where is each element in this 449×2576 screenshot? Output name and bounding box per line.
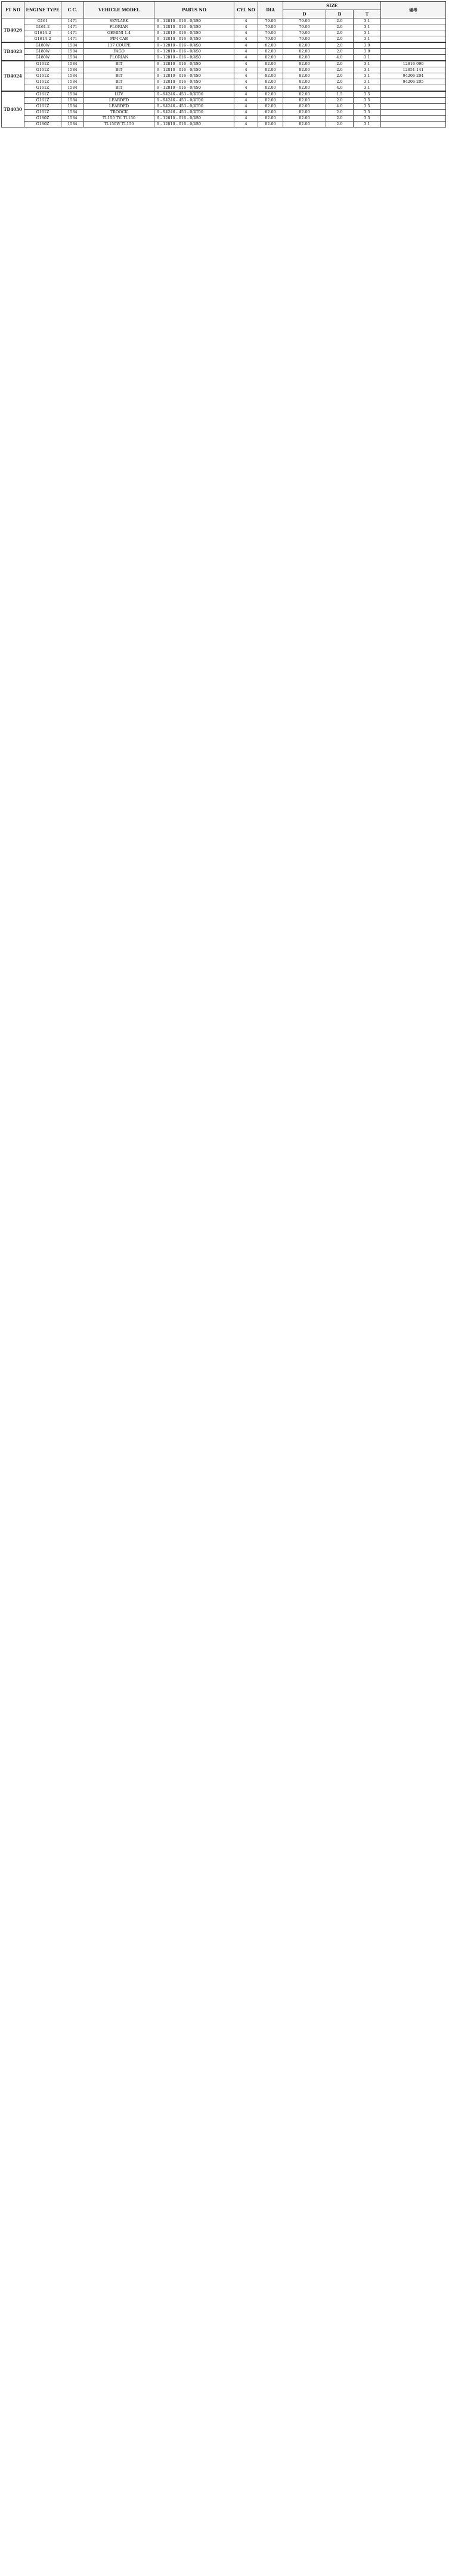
dia-cell: 82.00 bbox=[258, 110, 283, 116]
remark-cell: 94206-204 bbox=[381, 73, 446, 79]
table-row bbox=[2, 79, 446, 85]
engine-type-cell: G161Z bbox=[24, 110, 61, 116]
cc-cell: 1584 bbox=[61, 42, 84, 49]
table-row bbox=[2, 67, 446, 73]
engine-type-cell: G161-2 bbox=[24, 24, 61, 30]
size-d-cell: 79.00 bbox=[283, 24, 326, 30]
size-d-cell: 82.00 bbox=[283, 42, 326, 49]
size-b-cell: 2.0 bbox=[326, 110, 354, 116]
dia-cell: 82.00 bbox=[258, 42, 283, 49]
dia-cell: 82.00 bbox=[258, 91, 283, 98]
col-vehicle-model: VEHICLE MODEL bbox=[84, 2, 154, 18]
table-row bbox=[2, 36, 446, 43]
cyl-no-cell: 4 bbox=[234, 85, 258, 92]
cyl-no-cell: 4 bbox=[234, 36, 258, 43]
ft-no-cell: TD4026 bbox=[2, 18, 24, 43]
parts-no-cell: 9 - 12810 - 016 - 0/4S0 bbox=[154, 116, 234, 122]
remark-cell bbox=[381, 36, 446, 43]
cc-cell: 1584 bbox=[61, 91, 84, 98]
col-remark: 備考 bbox=[381, 2, 446, 18]
size-t-cell: 3.5 bbox=[354, 110, 381, 116]
parts-no-cell: 9 - 12810 - 016 - 0/4S0 bbox=[154, 36, 234, 43]
cc-cell: 1584 bbox=[61, 98, 84, 104]
remark-cell bbox=[381, 85, 446, 92]
size-t-cell: 3.1 bbox=[354, 61, 381, 67]
parts-table bbox=[1, 1, 446, 128]
remark-cell bbox=[381, 116, 446, 122]
table-row bbox=[2, 18, 446, 24]
cyl-no-cell: 4 bbox=[234, 98, 258, 104]
engine-type-cell: G161Z bbox=[24, 67, 61, 73]
size-t-cell: 3.1 bbox=[354, 36, 381, 43]
parts-no-cell: 9 - 12810 - 016 - 0/4S0 bbox=[154, 49, 234, 55]
vehicle-model-cell: LEARDED bbox=[84, 104, 154, 110]
col-size-d: D bbox=[283, 10, 326, 18]
remark-cell bbox=[381, 55, 446, 61]
parts-no-cell: 9 - 12810 - 016 - 0/4S0 bbox=[154, 61, 234, 67]
size-d-cell: 82.00 bbox=[283, 110, 326, 116]
col-parts-no: PARTS NO bbox=[154, 2, 234, 18]
ft-no-cell: TD4024 bbox=[2, 61, 24, 91]
cc-cell: 1584 bbox=[61, 110, 84, 116]
engine-type-cell: G180W bbox=[24, 49, 61, 55]
size-t-cell: 3.1 bbox=[354, 79, 381, 85]
parts-no-cell: 9 - 12810 - 016 - 0/4S0 bbox=[154, 85, 234, 92]
cyl-no-cell: 4 bbox=[234, 67, 258, 73]
parts-no-cell: 9 - 12810 - 016 - 0/4S0 bbox=[154, 18, 234, 24]
size-d-cell: 82.00 bbox=[283, 116, 326, 122]
size-t-cell: 3.5 bbox=[354, 116, 381, 122]
size-t-cell: 3.1 bbox=[354, 55, 381, 61]
size-t-cell: 3.1 bbox=[354, 67, 381, 73]
col-size-t: T bbox=[354, 10, 381, 18]
engine-type-cell: G161Z bbox=[24, 85, 61, 92]
col-ft-no: FT NO bbox=[2, 2, 24, 18]
cyl-no-cell: 4 bbox=[234, 104, 258, 110]
table-row bbox=[2, 24, 446, 30]
parts-no-cell: 9 - 12810 - 016 - 0/4S0 bbox=[154, 42, 234, 49]
vehicle-model-cell: BIT bbox=[84, 85, 154, 92]
table-row bbox=[2, 73, 446, 79]
size-b-cell: 2.0 bbox=[326, 67, 354, 73]
size-b-cell: 2.0 bbox=[326, 122, 354, 128]
parts-no-cell: 9 - 94246 - 453 - 0/4T00 bbox=[154, 110, 234, 116]
size-t-cell: 3.5 bbox=[354, 91, 381, 98]
parts-no-cell: 9 - 12810 - 016 - 0/4S0 bbox=[154, 55, 234, 61]
remark-cell bbox=[381, 91, 446, 98]
cc-cell: 1584 bbox=[61, 104, 84, 110]
size-t-cell: 3.1 bbox=[354, 85, 381, 92]
vehicle-model-cell: FLORIAN bbox=[84, 24, 154, 30]
col-cc: C.C. bbox=[61, 2, 84, 18]
size-b-cell: 1.5 bbox=[326, 91, 354, 98]
cyl-no-cell: 4 bbox=[234, 49, 258, 55]
engine-type-cell: G161Z bbox=[24, 61, 61, 67]
remark-cell bbox=[381, 98, 446, 104]
dia-cell: 82.00 bbox=[258, 67, 283, 73]
dia-cell: 79.00 bbox=[258, 18, 283, 24]
engine-type-cell: G161A-2 bbox=[24, 36, 61, 43]
engine-type-cell: G161Z bbox=[24, 91, 61, 98]
size-d-cell: 82.00 bbox=[283, 104, 326, 110]
size-b-cell: 4.0 bbox=[326, 85, 354, 92]
cc-cell: 1471 bbox=[61, 30, 84, 36]
remark-cell bbox=[381, 122, 446, 128]
remark-cell bbox=[381, 49, 446, 55]
size-b-cell: 4.0 bbox=[326, 104, 354, 110]
size-b-cell: 2.0 bbox=[326, 116, 354, 122]
engine-type-cell: G161A-2 bbox=[24, 30, 61, 36]
size-t-cell: 3.1 bbox=[354, 18, 381, 24]
ft-no-cell: TD4023 bbox=[2, 42, 24, 61]
table-row bbox=[2, 61, 446, 67]
engine-type-cell: G180W bbox=[24, 55, 61, 61]
size-b-cell: 2.0 bbox=[326, 30, 354, 36]
size-d-cell: 82.00 bbox=[283, 49, 326, 55]
size-d-cell: 82.00 bbox=[283, 67, 326, 73]
cc-cell: 1584 bbox=[61, 116, 84, 122]
remark-cell: 12816-090 bbox=[381, 61, 446, 67]
size-t-cell: 3.1 bbox=[354, 122, 381, 128]
parts-table-sheet bbox=[1, 1, 445, 128]
size-b-cell: 2.0 bbox=[326, 36, 354, 43]
size-d-cell: 82.00 bbox=[283, 91, 326, 98]
dia-cell: 82.00 bbox=[258, 104, 283, 110]
remark-cell bbox=[381, 30, 446, 36]
size-d-cell: 79.00 bbox=[283, 30, 326, 36]
parts-no-cell: 9 - 94246 - 453 - 0/4T00 bbox=[154, 104, 234, 110]
remark-cell: 94206-205 bbox=[381, 79, 446, 85]
size-d-cell: 82.00 bbox=[283, 79, 326, 85]
cc-cell: 1584 bbox=[61, 85, 84, 92]
cc-cell: 1584 bbox=[61, 122, 84, 128]
cc-cell: 1584 bbox=[61, 49, 84, 55]
size-t-cell: 3.5 bbox=[354, 98, 381, 104]
parts-no-cell: 9 - 12810 - 016 - 0/4S0 bbox=[154, 67, 234, 73]
remark-cell bbox=[381, 18, 446, 24]
dia-cell: 82.00 bbox=[258, 55, 283, 61]
engine-type-cell: G161Z bbox=[24, 79, 61, 85]
vehicle-model-cell: SKYLARK bbox=[84, 18, 154, 24]
vehicle-model-cell: 117 COUPE bbox=[84, 42, 154, 49]
size-d-cell: 79.00 bbox=[283, 18, 326, 24]
engine-type-cell: G161Z bbox=[24, 104, 61, 110]
dia-cell: 82.00 bbox=[258, 73, 283, 79]
col-engine-type: ENGINE TYPE bbox=[24, 2, 61, 18]
parts-no-cell: 9 - 12810 - 016 - 0/4S0 bbox=[154, 30, 234, 36]
table-row bbox=[2, 55, 446, 61]
size-b-cell: 2.0 bbox=[326, 73, 354, 79]
cyl-no-cell: 4 bbox=[234, 55, 258, 61]
vehicle-model-cell: PIM CAB bbox=[84, 36, 154, 43]
dia-cell: 82.00 bbox=[258, 85, 283, 92]
cc-cell: 1584 bbox=[61, 79, 84, 85]
dia-cell: 79.00 bbox=[258, 24, 283, 30]
col-dia: DIA bbox=[258, 2, 283, 18]
size-t-cell: 3.1 bbox=[354, 73, 381, 79]
cyl-no-cell: 4 bbox=[234, 110, 258, 116]
table-row bbox=[2, 98, 446, 104]
cc-cell: 1584 bbox=[61, 67, 84, 73]
cc-cell: 1471 bbox=[61, 24, 84, 30]
vehicle-model-cell: TL150W TL150 bbox=[84, 122, 154, 128]
dia-cell: 82.00 bbox=[258, 79, 283, 85]
cyl-no-cell: 4 bbox=[234, 61, 258, 67]
vehicle-model-cell: LUV bbox=[84, 91, 154, 98]
size-b-cell: 2.0 bbox=[326, 61, 354, 67]
table-header bbox=[2, 2, 446, 18]
cyl-no-cell: 4 bbox=[234, 91, 258, 98]
dia-cell: 82.00 bbox=[258, 98, 283, 104]
parts-no-cell: 9 - 12810 - 016 - 0/4S0 bbox=[154, 73, 234, 79]
dia-cell: 82.00 bbox=[258, 61, 283, 67]
vehicle-model-cell: BIT bbox=[84, 73, 154, 79]
cyl-no-cell: 4 bbox=[234, 18, 258, 24]
vehicle-model-cell: LEARDED bbox=[84, 98, 154, 104]
cc-cell: 1584 bbox=[61, 73, 84, 79]
size-b-cell: 2.0 bbox=[326, 79, 354, 85]
remark-cell bbox=[381, 104, 446, 110]
cyl-no-cell: 4 bbox=[234, 42, 258, 49]
size-t-cell: 3.9 bbox=[354, 49, 381, 55]
vehicle-model-cell: BIT bbox=[84, 67, 154, 73]
size-b-cell: 2.0 bbox=[326, 49, 354, 55]
cyl-no-cell: 4 bbox=[234, 24, 258, 30]
dia-cell: 79.00 bbox=[258, 36, 283, 43]
size-b-cell: 2.0 bbox=[326, 98, 354, 104]
cc-cell: 1471 bbox=[61, 18, 84, 24]
table-row bbox=[2, 104, 446, 110]
dia-cell: 82.00 bbox=[258, 122, 283, 128]
cyl-no-cell: 4 bbox=[234, 79, 258, 85]
dia-cell: 82.00 bbox=[258, 49, 283, 55]
engine-type-cell: G180Z bbox=[24, 116, 61, 122]
dia-cell: 79.00 bbox=[258, 30, 283, 36]
table-row bbox=[2, 116, 446, 122]
remark-cell: 12851-141 bbox=[381, 67, 446, 73]
col-size-b: B bbox=[326, 10, 354, 18]
parts-no-cell: 9 - 94246 - 453 - 0/4T00 bbox=[154, 91, 234, 98]
dia-cell: 82.00 bbox=[258, 116, 283, 122]
parts-no-cell: 9 - 12810 - 016 - 0/4S0 bbox=[154, 122, 234, 128]
vehicle-model-cell: FLORIAN bbox=[84, 55, 154, 61]
vehicle-model-cell: GEMINI 1.4 bbox=[84, 30, 154, 36]
size-t-cell: 3.9 bbox=[354, 42, 381, 49]
size-b-cell: 4.0 bbox=[326, 55, 354, 61]
engine-type-cell: G180Z bbox=[24, 122, 61, 128]
parts-no-cell: 9 - 12810 - 016 - 0/4S0 bbox=[154, 24, 234, 30]
vehicle-model-cell: BIT bbox=[84, 79, 154, 85]
remark-cell bbox=[381, 24, 446, 30]
ft-no-cell: TD4030 bbox=[2, 91, 24, 128]
engine-type-cell: G161Z bbox=[24, 98, 61, 104]
size-b-cell: 2.0 bbox=[326, 18, 354, 24]
size-d-cell: 82.00 bbox=[283, 98, 326, 104]
table-row bbox=[2, 91, 446, 98]
size-b-cell: 2.0 bbox=[326, 42, 354, 49]
table-row bbox=[2, 30, 446, 36]
table-body bbox=[2, 18, 446, 128]
engine-type-cell: G161Z bbox=[24, 73, 61, 79]
size-t-cell: 3.1 bbox=[354, 30, 381, 36]
col-size: SIZE bbox=[283, 2, 381, 10]
size-d-cell: 82.00 bbox=[283, 73, 326, 79]
remark-cell bbox=[381, 110, 446, 116]
size-d-cell: 79.00 bbox=[283, 36, 326, 43]
table-row bbox=[2, 122, 446, 128]
vehicle-model-cell: TL150 TV. TL150 bbox=[84, 116, 154, 122]
col-cyl-no: CYL NO bbox=[234, 2, 258, 18]
vehicle-model-cell: TROOCK bbox=[84, 110, 154, 116]
size-d-cell: 82.00 bbox=[283, 85, 326, 92]
size-b-cell: 2.0 bbox=[326, 24, 354, 30]
parts-no-cell: 9 - 94246 - 453 - 0/4T00 bbox=[154, 98, 234, 104]
cc-cell: 1471 bbox=[61, 36, 84, 43]
size-t-cell: 3.5 bbox=[354, 104, 381, 110]
table-row bbox=[2, 110, 446, 116]
cc-cell: 1584 bbox=[61, 61, 84, 67]
engine-type-cell: G161 bbox=[24, 18, 61, 24]
parts-no-cell: 9 - 12810 - 016 - 0/4S0 bbox=[154, 79, 234, 85]
size-d-cell: 82.00 bbox=[283, 122, 326, 128]
cyl-no-cell: 4 bbox=[234, 73, 258, 79]
remark-cell bbox=[381, 42, 446, 49]
cyl-no-cell: 4 bbox=[234, 30, 258, 36]
table-row bbox=[2, 42, 446, 49]
engine-type-cell: G180W bbox=[24, 42, 61, 49]
vehicle-model-cell: FAGO bbox=[84, 49, 154, 55]
cc-cell: 1584 bbox=[61, 55, 84, 61]
cyl-no-cell: 4 bbox=[234, 116, 258, 122]
cyl-no-cell: 4 bbox=[234, 122, 258, 128]
size-d-cell: 82.00 bbox=[283, 55, 326, 61]
table-row bbox=[2, 85, 446, 92]
size-t-cell: 3.1 bbox=[354, 24, 381, 30]
size-d-cell: 82.00 bbox=[283, 61, 326, 67]
vehicle-model-cell: BIT bbox=[84, 61, 154, 67]
table-row bbox=[2, 49, 446, 55]
